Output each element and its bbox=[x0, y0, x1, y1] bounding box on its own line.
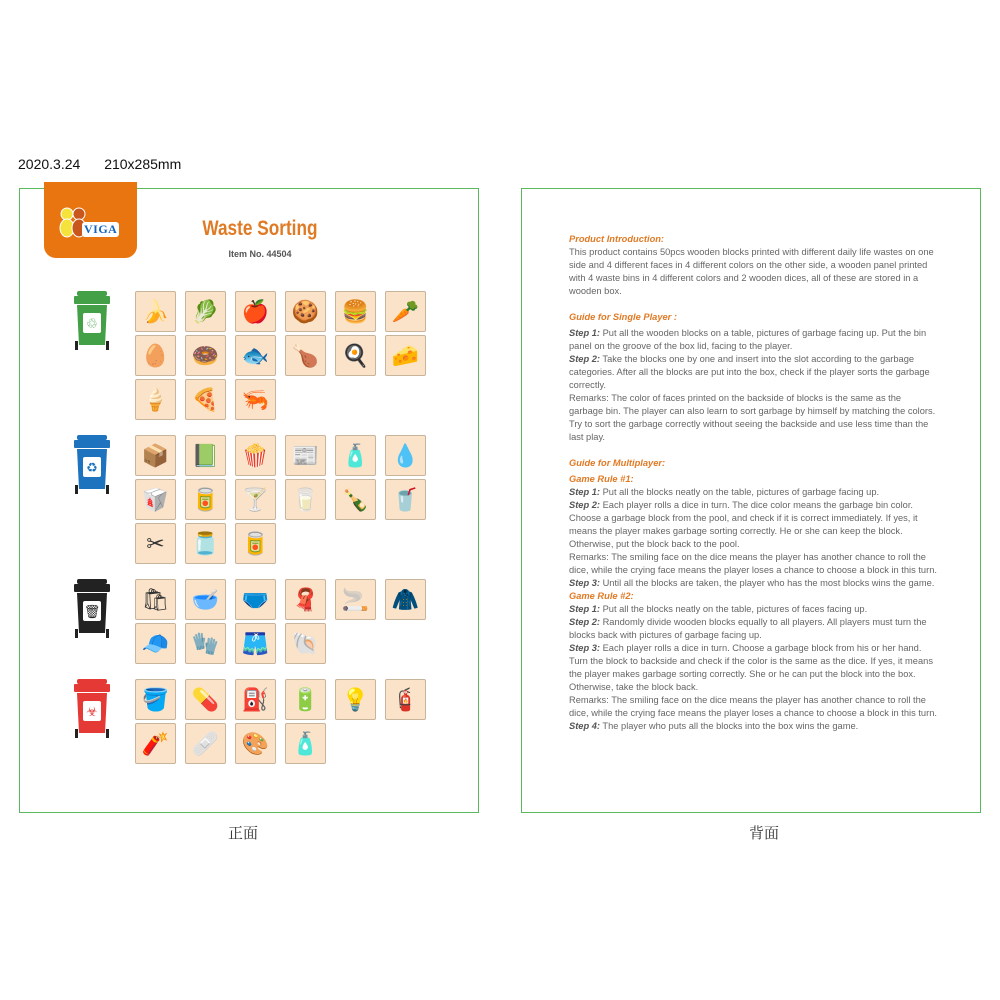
chicken-leg-icon: 🍗 bbox=[285, 335, 326, 376]
item-number: Item No. 44504 bbox=[228, 249, 292, 259]
spec-header bbox=[18, 156, 201, 172]
scarf-icon: 🧣 bbox=[285, 579, 326, 620]
garbage-bag-icon: 🛍 bbox=[135, 579, 176, 620]
eggshell-icon: 🥚 bbox=[135, 335, 176, 376]
cap-icon: 🧢 bbox=[135, 623, 176, 664]
svg-text:♻: ♻ bbox=[86, 460, 98, 475]
cheese-icon: 🧀 bbox=[385, 335, 426, 376]
step-label: Step 2: bbox=[569, 617, 600, 627]
perfume-bottle-icon: 🧴 bbox=[285, 723, 326, 764]
step-label: Step 1: bbox=[569, 328, 600, 338]
instruction-line: Step 3: Each player rolls a dice in turn. Choose a garbage block from his or her hand. Turn the block to backside and check if the color is the same as the dice. If yes, it means the player makes garbage sorting correctly. She or he can put the block into the box. Otherwise, take the block back. bbox=[569, 643, 933, 692]
popcorn-box-icon: 🍿 bbox=[235, 435, 276, 476]
book-icon: 📗 bbox=[185, 435, 226, 476]
water-bottles-icon: 💧 bbox=[385, 435, 426, 476]
pizza-icon: 🍕 bbox=[185, 379, 226, 420]
instruction-line: Step 1: Put all the blocks neatly on the table, pictures of garbage facing up. bbox=[569, 487, 880, 497]
intro-text: This product contains 50pcs wooden blocks printed with different daily life wastes on one side and 4 different faces in 4 different colors on the other side, a wooden panel printed with 4 waste bins in 4 different colors and 2 wooden dices, all of these are stored in a wooden box. bbox=[569, 247, 934, 296]
step-label: Step 2: bbox=[569, 500, 600, 510]
detergent-bottle-icon: 🧴 bbox=[335, 435, 376, 476]
broken-bowl-icon: 🥣 bbox=[185, 579, 226, 620]
cola-bottle-icon: 🥤 bbox=[385, 479, 426, 520]
glass-bottles-icon: 🍾 bbox=[335, 479, 376, 520]
ketchup-bottle-icon: 🥫 bbox=[185, 479, 226, 520]
step-label: Step 2: bbox=[569, 354, 600, 364]
back-caption: 背面 bbox=[749, 824, 780, 842]
instruction-line: Step 3: Until all the blocks are taken, the player who has the most blocks wins the game. bbox=[569, 578, 935, 588]
bandage-icon: 🩹 bbox=[185, 723, 226, 764]
brand-tab bbox=[44, 182, 137, 258]
scissors-icon: ✂ bbox=[135, 523, 176, 564]
page-title: Waste Sorting bbox=[202, 217, 318, 240]
step-label: Step 3: bbox=[569, 643, 600, 653]
svg-text:♲: ♲ bbox=[86, 316, 98, 331]
diaper-icon: 🩲 bbox=[235, 579, 276, 620]
medicine-icon: 💊 bbox=[185, 679, 226, 720]
carrot-icon: 🥕 bbox=[385, 291, 426, 332]
cookie-icon: 🍪 bbox=[285, 291, 326, 332]
cigarettes-icon: 🚬 bbox=[335, 579, 376, 620]
jam-jar-icon: 🫙 bbox=[185, 523, 226, 564]
spray-can-icon: 🧯 bbox=[385, 679, 426, 720]
multiplayer-heading: Guide for Multiplayer: bbox=[569, 458, 666, 468]
fish-bone-icon: 🐟 bbox=[235, 335, 276, 376]
shrimp-icon: 🦐 bbox=[235, 379, 276, 420]
step-label: Step 1: bbox=[569, 604, 600, 614]
cardboard-box-icon: 📦 bbox=[135, 435, 176, 476]
step-label: Step 4: bbox=[569, 721, 600, 731]
trash-bin-icon bbox=[73, 679, 111, 744]
banana-peel-icon: 🍌 bbox=[135, 291, 176, 332]
date-label: 2020.3.24 bbox=[18, 156, 81, 172]
step-label: Step 1: bbox=[569, 487, 600, 497]
instruction-line: Step 2: Randomly divide wooden blocks equally to all players. All players must turn the blocks back with pictures of garbage facing up. bbox=[569, 617, 927, 640]
rule1-heading: Game Rule #1: bbox=[569, 474, 634, 484]
ice-cream-icon: 🍦 bbox=[135, 379, 176, 420]
batteries-icon: 🔋 bbox=[285, 679, 326, 720]
intro-heading: Product Introduction: bbox=[569, 234, 665, 244]
wine-glass-icon: 🍸 bbox=[235, 479, 276, 520]
back-panel bbox=[521, 188, 981, 813]
shell-icon: 🐚 bbox=[285, 623, 326, 664]
instructions bbox=[569, 233, 937, 733]
instruction-line: Step 2: Each player rolls a dice in turn. The dice color means the garbage bin color. Choose a garbage block from the pool, and check if it is correct immediately. If yes, it means the player makes garbage sorting correctly. He or she can keep the block. Otherwise, put the block back to the pool. bbox=[569, 500, 918, 549]
burger-icon: 🍔 bbox=[335, 291, 376, 332]
instruction-line: Step 2: Take the blocks one by one and insert into the slot according to the garbage categories. After all the blocks are put into the box, check if the player sorts the garbage correctly. bbox=[569, 354, 930, 390]
gas-cylinder-icon: 🧨 bbox=[135, 723, 176, 764]
svg-text:☣: ☣ bbox=[86, 704, 98, 719]
lettuce-icon: 🥬 bbox=[185, 291, 226, 332]
front-caption: 正面 bbox=[228, 824, 259, 842]
paint-bucket-icon: 🪣 bbox=[135, 679, 176, 720]
shorts-icon: 🩳 bbox=[235, 623, 276, 664]
light-bulb-icon: 💡 bbox=[335, 679, 376, 720]
step-label: Step 3: bbox=[569, 578, 600, 588]
instruction-line: Remarks: The smiling face on the dice means the player has another chance to roll the dice, while the crying face means the player loses a chance to choose a block in this turn. bbox=[569, 552, 937, 575]
instruction-line: Step 4: The player who puts all the blocks into the box wins the game. bbox=[569, 721, 859, 731]
tin-can-icon: 🥫 bbox=[235, 523, 276, 564]
trash-bin-icon bbox=[73, 291, 111, 356]
instruction-line: Try to sort the garbage correctly without seeing the backside and use less time than the last play. bbox=[569, 419, 929, 442]
apple-core-icon: 🍎 bbox=[235, 291, 276, 332]
trash-bin-icon bbox=[73, 435, 111, 500]
trash-bin-icon bbox=[73, 579, 111, 644]
rule2-heading: Game Rule #2: bbox=[569, 591, 634, 601]
donut-icon: 🍩 bbox=[185, 335, 226, 376]
fuel-can-icon: ⛽ bbox=[235, 679, 276, 720]
newspaper-icon: 📰 bbox=[285, 435, 326, 476]
paint-palette-icon: 🎨 bbox=[235, 723, 276, 764]
single-player-heading: Guide for Single Player : bbox=[569, 312, 677, 322]
clothes-icon: 🧥 bbox=[385, 579, 426, 620]
front-panel bbox=[19, 188, 479, 813]
fried-egg-icon: 🍳 bbox=[335, 335, 376, 376]
instruction-line: Remarks: The smiling face on the dice means the player has another chance to roll the dice, while the crying face means the player loses a chance to choose a block in this turn. bbox=[569, 695, 937, 718]
glove-icon: 🧤 bbox=[185, 623, 226, 664]
instruction-line: Remarks: The color of faces printed on the backside of blocks is the same as the garbage bin. The player can also learn to sort garbage by himself by matching the colors. bbox=[569, 393, 936, 416]
takeout-box-icon: 🥡 bbox=[135, 479, 176, 520]
glass-cup-icon: 🥛 bbox=[285, 479, 326, 520]
svg-text:🗑: 🗑 bbox=[83, 604, 101, 619]
size-label: 210x285mm bbox=[104, 156, 182, 172]
instruction-line: Step 1: Put all the wooden blocks on a table, pictures of garbage facing up. Put the bin panel on the groove of the box lid, facing to the player. bbox=[569, 328, 927, 351]
instruction-line: Step 1: Put all the blocks neatly on the table, pictures of faces facing up. bbox=[569, 604, 868, 614]
brand-logo: VIGA bbox=[84, 222, 118, 236]
